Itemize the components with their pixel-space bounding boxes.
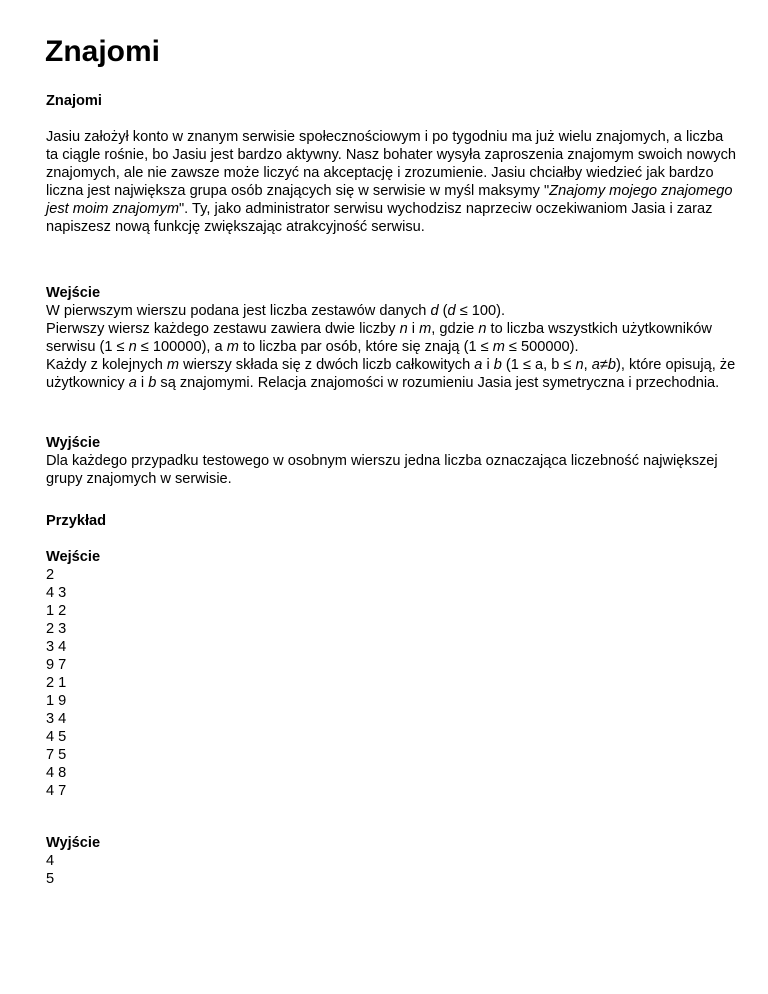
input-line-2 [46,320,736,356]
sample-line: 1 2 [46,603,67,619]
example-heading: Przykład [46,513,107,529]
text-run: wierszy składa się z dwóch liczb całkowitych [179,357,475,373]
input-heading: Wejście [46,285,101,301]
text-run: i [136,375,149,391]
example-output-lines [46,852,736,888]
text-run: i [482,357,494,373]
text-run: Pierwszy wiersz każdego zestawu zawiera dwie liczby [46,321,400,337]
text-run: ), które opisują, że użytkownicy [46,357,736,391]
output-heading: Wyjście [46,435,101,451]
intro-quote: Znajomy mojego znajomego jest moim znajomym [46,183,733,217]
subtitle-text: Znajomi [46,93,102,109]
text-run: (1 ≤ a, b ≤ [501,357,576,373]
page-title: Znajomi [45,35,161,68]
example-heading-block [46,512,736,530]
input-line-3 [46,356,736,392]
text-run: to liczba wszystkich użytkowników serwisu (1 ≤ [46,321,712,355]
sample-line: 2 1 [46,675,67,691]
var-n: n [575,357,584,373]
sample-line: 3 4 [46,711,67,727]
sample-line: 5 [46,871,55,887]
text-run: , gdzie [431,321,479,337]
text-run: Każdy z kolejnych [46,357,167,373]
example-input-heading: Wejście [46,549,101,565]
sample-line: 4 [46,853,55,869]
var-b: b [493,357,502,373]
output-text: Dla każdego przypadku testowego w osobnym wierszu jedna liczba oznaczająca liczebność największej grupy znajomych w serwisie. [46,453,718,487]
sample-line: 2 [46,567,55,583]
sample-line: 2 3 [46,621,67,637]
example-output [46,834,736,888]
var-b: b [148,375,157,391]
text-run: W pierwszym wierszu podana jest liczba zestawów danych [46,303,431,319]
text-run: ≤ 100000), a [136,339,227,355]
text-run: ( [438,303,448,319]
sample-line: 4 7 [46,783,67,799]
text-run: ≤ 100). [455,303,506,319]
text-run: ≤ 500000). [504,339,579,355]
sample-line: 4 5 [46,729,67,745]
sample-line: 7 5 [46,747,67,763]
example-input [46,548,736,800]
example-output-heading: Wyjście [46,835,101,851]
var-a: a [474,357,483,373]
text-run: są znajomymi. Relacja znajomości w rozumieniu Jasia jest symetryczna i przechodnia. [156,375,720,391]
input-section [46,284,736,392]
text-run: i [407,321,420,337]
output-section [46,434,736,488]
var-a-neq-b: a≠b [591,357,616,373]
intro-text [46,128,736,236]
var-m: m [419,321,432,337]
intro-part-1: Jasiu założył konto w znanym serwisie społecznościowym i po tygodniu ma już wielu znajomych, a liczba ta ciągle rośnie, bo Jasiu jest bardzo aktywny. Nasz bohater wysyła zaproszenia znajomym swoich nowych znajomych, ale nie zawsze może liczyć na akceptację i zrozumienie. Jasiu chciałby wiedzieć jak bardzo liczna jest największa grupa osób znających się w serwisie w myśl maksymy " [46,129,737,199]
var-d: d [447,303,456,319]
var-d: d [430,303,439,319]
text-run: , [583,357,592,373]
intro-paragraph [46,128,736,236]
var-m: m [226,339,239,355]
var-n: n [478,321,487,337]
text-run: to liczba par osób, które się znają (1 ≤ [238,339,493,355]
var-n: n [399,321,408,337]
var-n: n [128,339,137,355]
example-input-lines [46,566,736,800]
sample-line: 4 8 [46,765,67,781]
sample-line: 9 7 [46,657,67,673]
var-m: m [166,357,180,373]
subtitle [46,92,736,110]
sample-line: 3 4 [46,639,67,655]
intro-part-2: ". Ty, jako administrator serwisu wychodzisz naprzeciw oczekiwaniom Jasia i zaraz napiszesz nową funkcję zwiększając atrakcyjność serwisu. [46,201,713,235]
sample-line: 1 9 [46,693,67,709]
input-line-1 [46,302,736,320]
var-m: m [492,339,505,355]
sample-line: 4 3 [46,585,67,601]
var-a: a [128,375,137,391]
